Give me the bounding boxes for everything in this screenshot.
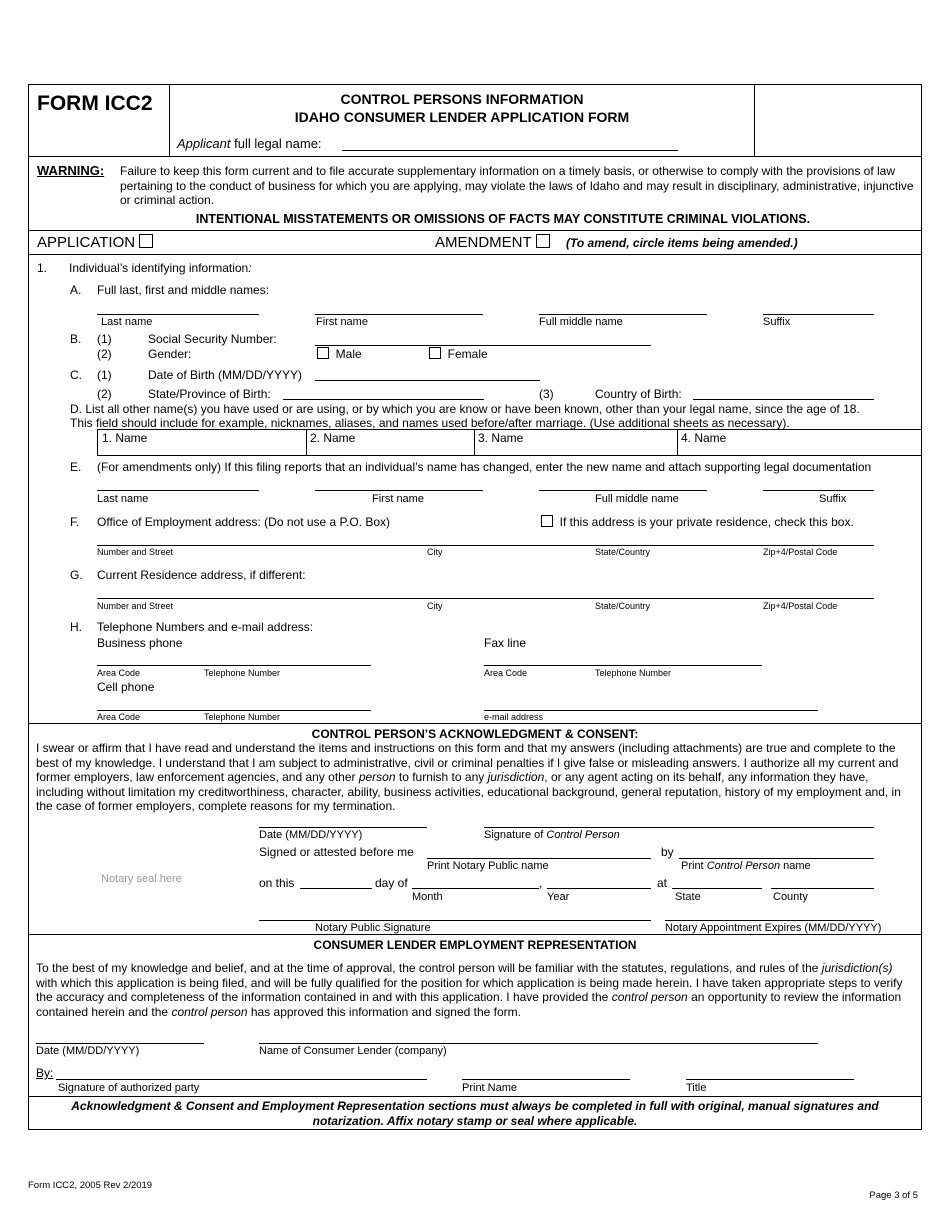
cell-phone-field[interactable] [97, 710, 371, 711]
company-name-label: Name of Consumer Lender (company) [259, 1045, 447, 1057]
signed-before-label: Signed or attested before me [259, 845, 414, 859]
form-id: FORM ICC2 [37, 92, 153, 115]
new-suffix-label: Suffix [819, 493, 847, 505]
company-name-field[interactable] [259, 1043, 818, 1044]
office-zip-label: Zip+4/Postal Code [763, 547, 838, 557]
dob-field[interactable] [315, 380, 540, 381]
item-g-letter: G. [70, 568, 83, 582]
by-prefix: By: [36, 1066, 54, 1080]
last-name-label: Last name [101, 316, 153, 328]
item-b1-text: Social Security Number: [148, 332, 277, 346]
control-person-signature-field[interactable] [484, 827, 874, 828]
last-name-field[interactable] [97, 314, 259, 315]
at-label: at [657, 876, 668, 890]
middle-name-label: Full middle name [539, 316, 623, 328]
item-b2-num: (2) [97, 347, 112, 361]
other-names-divider-1 [306, 429, 307, 456]
item-h-letter: H. [70, 620, 82, 634]
item-c2-text: State/Province of Birth: [148, 387, 271, 401]
notary-name-field[interactable] [427, 858, 651, 859]
item-c3-text: Country of Birth: [595, 387, 682, 401]
print-name-field[interactable] [462, 1079, 630, 1080]
completion-note: Acknowledgment & Consent and Employment Representation sections must always be completed in full with original, manual signatures and notarization. Affix notary stamp or seal where applicable. [71, 1099, 879, 1128]
warning-rule [28, 230, 922, 231]
rep-date-label: Date (MM/DD/YYYY) [36, 1045, 140, 1057]
item-g-text: Current Residence address, if different: [97, 568, 306, 582]
email-field[interactable] [484, 710, 818, 711]
middle-name-field[interactable] [539, 314, 707, 315]
other-names-divider-3 [677, 429, 678, 456]
applicant-name-field[interactable] [342, 150, 678, 151]
month-label: Month [412, 891, 443, 903]
cell-telephone-label: Telephone Number [204, 712, 281, 722]
ack-bottom-rule [28, 934, 922, 935]
gender-male-option[interactable]: Male [317, 347, 362, 361]
title-field[interactable] [686, 1079, 854, 1080]
year-label: Year [547, 891, 570, 903]
suffix-label: Suffix [763, 316, 791, 328]
new-suffix-field[interactable] [763, 490, 874, 491]
residence-city-label: City [427, 601, 443, 611]
ack-paragraph: I swear or affirm that I have read and understand the items and instructions on this form and that my answers (including attachments) are true and complete to the best of my knowledge. I understand that I am subject to administrative, civil or criminal penalties if I give false or misleading answers. I authorize all my current and former employers, law enforcement agencies, and any other person to furnish to any jurisdiction, or any agent acting on its behalf, any information they have, including without limitation my creditworthiness, character, ability, business activities, educational background, general reputation, history of my employment and, in the case of former employers, complete reasons for my termination. [36, 741, 901, 813]
state-of-birth-field[interactable] [283, 399, 484, 400]
notary-seal-placeholder: Notary seal here [101, 873, 182, 885]
business-telephone-label: Telephone Number [204, 668, 281, 678]
amendment-option[interactable]: AMENDMENT [435, 234, 550, 251]
item-e-letter: E. [70, 460, 82, 474]
control-person-name-field[interactable] [679, 858, 874, 859]
rep-date-field[interactable] [36, 1043, 204, 1044]
business-area-code-label: Area Code [97, 668, 141, 678]
form-revision: Form ICC2, 2005 Rev 2/2019 [28, 1180, 153, 1191]
item-a-letter: A. [70, 283, 82, 297]
rep-bottom-rule [28, 1096, 922, 1097]
ssn-field[interactable] [315, 345, 651, 346]
cell-area-code-label: Area Code [97, 712, 141, 722]
state-field[interactable] [672, 888, 762, 889]
other-names-divider-2 [474, 429, 475, 456]
header-bottom-rule [28, 156, 922, 157]
item-d-line2: This field should include for example, nicknames, aliases, and names used before/after marriage. (Use additional sheets as necessary). [70, 416, 790, 430]
title-label: Title [686, 1082, 707, 1094]
new-middle-name-label: Full middle name [595, 493, 679, 505]
warning-bold: INTENTIONAL MISSTATEMENTS OR OMISSIONS OF FACTS MAY CONSTITUTE CRIMINAL VIOLATIONS. [195, 212, 811, 226]
office-street-label: Number and Street [97, 547, 174, 557]
control-person-signature-label: Signature of Control Person [484, 829, 620, 841]
ack-date-field[interactable] [259, 827, 427, 828]
residence-address-field[interactable] [97, 598, 874, 599]
first-name-label: First name [316, 316, 368, 328]
residence-state-label: State/Country [595, 601, 651, 611]
new-last-name-field[interactable] [97, 490, 259, 491]
month-field[interactable] [412, 888, 539, 889]
authorized-signature-label: Signature of authorized party [58, 1082, 200, 1094]
item-c2-num: (2) [97, 387, 112, 401]
fax-area-code-label: Area Code [484, 668, 528, 678]
new-first-name-label: First name [372, 493, 424, 505]
authorized-signature-field[interactable] [56, 1079, 427, 1080]
notary-signature-label: Notary Public Signature [315, 922, 431, 934]
other-names-divider-0 [97, 429, 98, 456]
female-checkbox[interactable] [429, 347, 441, 359]
item-b2-text: Gender: [148, 347, 192, 361]
applicant-label: Applicant full legal name: [177, 136, 322, 151]
representation-paragraph: To the best of my knowledge and belief, and at the time of approval, the control person will be familiar with the statutes, regulations, and rules of the jurisdiction(s) with which this application is being filed, and will be fully qualified for the position for which application is being made herein. I have taken appropriate steps to verify the accuracy and completeness of the information contained in and with this application. I have provided the control person an opportunity to review the information contained herein and the control person has approved this information and signed the form. [36, 961, 903, 1019]
print-name-label: Print Name [462, 1082, 518, 1094]
print-notary-label: Print Notary Public name [427, 860, 549, 872]
cell-phone-label: Cell phone [97, 680, 155, 694]
residence-zip-label: Zip+4/Postal Code [763, 601, 838, 611]
male-checkbox[interactable] [317, 347, 329, 359]
office-address-field[interactable] [97, 545, 874, 546]
private-residence-option[interactable]: If this address is your private residence, check this box. [541, 515, 854, 529]
other-name-2-field[interactable]: 2. Name [310, 431, 356, 445]
suffix-field[interactable] [763, 314, 874, 315]
print-control-person-label: Print Control Person name [681, 860, 811, 872]
date-comma: , [539, 876, 543, 890]
section-1-bottom-rule [28, 723, 922, 724]
item-h-text: Telephone Numbers and e-mail address: [97, 620, 314, 634]
application-checkbox[interactable] [139, 234, 153, 248]
fax-line-label: Fax line [484, 636, 527, 650]
business-phone-field[interactable] [97, 665, 371, 666]
email-label: e-mail address [484, 712, 544, 722]
new-last-name-label: Last name [97, 493, 149, 505]
notary-signature-field[interactable] [259, 920, 651, 921]
amendment-checkbox[interactable] [536, 234, 550, 248]
form-title-line1: CONTROL PERSONS INFORMATION [340, 91, 584, 107]
business-phone-label: Business phone [97, 636, 183, 650]
header-divider-right [754, 84, 755, 156]
item-c-letter: C. [70, 368, 82, 382]
other-name-1-field[interactable]: 1. Name [102, 431, 148, 445]
item-e-text: (For amendments only) If this filing reports that an individual’s name has changed, enter the new name and attach supporting legal documentation [97, 460, 872, 474]
notary-expiration-label: Notary Appointment Expires (MM/DD/YYYY) [665, 922, 882, 934]
new-first-name-field[interactable] [315, 490, 483, 491]
gender-female-option[interactable]: Female [429, 347, 488, 361]
other-name-3-field[interactable]: 3. Name [478, 431, 524, 445]
item-b-letter: B. [70, 332, 82, 346]
item-f-text: Office of Employment address: (Do not use a P.O. Box) [97, 515, 391, 529]
item-c1-num: (1) [97, 368, 112, 382]
other-name-4-field[interactable]: 4. Name [681, 431, 727, 445]
new-middle-name-field[interactable] [539, 490, 707, 491]
residence-street-label: Number and Street [97, 601, 174, 611]
notary-expiration-field[interactable] [665, 920, 874, 921]
item-b1-num: (1) [97, 332, 112, 346]
fax-telephone-label: Telephone Number [595, 668, 672, 678]
office-state-label: State/Country [595, 547, 651, 557]
on-this-label: on this [259, 876, 295, 890]
country-of-birth-field[interactable] [693, 399, 874, 400]
form-title-line2: IDAHO CONSUMER LENDER APPLICATION FORM [294, 109, 630, 125]
first-name-field[interactable] [315, 314, 483, 315]
item-d-line1: D. List all other name(s) you have used or are using, or by which you are know or have been known, other than your legal name, since the age of 18. [70, 402, 860, 416]
fax-line-field[interactable] [484, 665, 762, 666]
private-residence-checkbox[interactable] [541, 515, 553, 527]
warning-label: WARNING: [37, 163, 105, 178]
ack-title: CONTROL PERSON’S ACKNOWLEDGMENT & CONSENT: [311, 727, 639, 741]
item-c3-num: (3) [539, 387, 554, 401]
application-option[interactable]: APPLICATION [37, 234, 153, 251]
county-label: County [773, 891, 808, 903]
item-f-letter: F. [70, 515, 80, 529]
section-1-number: 1. [37, 261, 48, 275]
by-label: by [661, 845, 674, 859]
day-of-label: day of [375, 876, 408, 890]
item-c1-text: Date of Birth (MM/DD/YYYY) [148, 368, 303, 382]
office-city-label: City [427, 547, 443, 557]
section-1-heading: Individual’s identifying information: [69, 261, 252, 275]
filing-rule [28, 254, 922, 255]
item-a-text: Full last, first and middle names: [97, 283, 270, 297]
amend-note: (To amend, circle items being amended.) [566, 236, 798, 250]
ack-date-label: Date (MM/DD/YYYY) [259, 829, 363, 841]
representation-title: CONSUMER LENDER EMPLOYMENT REPRESENTATION [313, 938, 637, 952]
day-field[interactable] [300, 888, 372, 889]
state-label: State [675, 891, 701, 903]
year-field[interactable] [547, 888, 651, 889]
warning-text: Failure to keep this form current and to file accurate supplementary information on a timely basis, or otherwise to comply with the provisions of law pertaining to the conduct of business for which you are applying, may violate the laws of Idaho and may result in disciplinary, administrative, injunctive or criminal action. [120, 164, 914, 207]
page-number: Page 3 of 5 [869, 1190, 918, 1201]
county-field[interactable] [771, 888, 874, 889]
